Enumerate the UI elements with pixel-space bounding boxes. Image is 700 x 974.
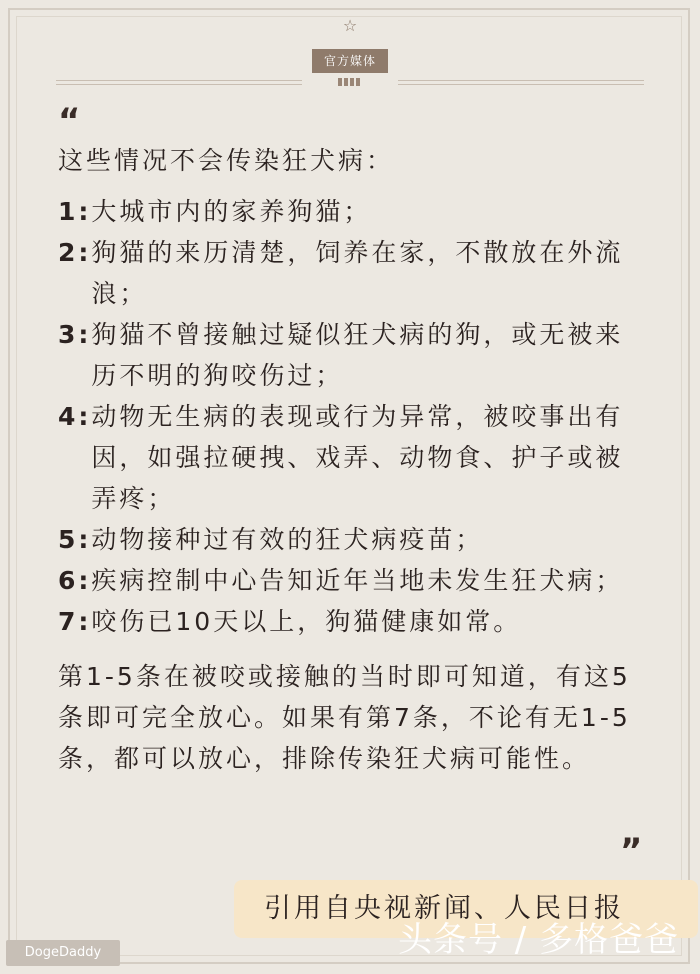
item-number: 7:	[58, 607, 92, 636]
article-content	[58, 140, 648, 779]
list-item	[58, 560, 648, 601]
header-divider-left	[56, 80, 302, 81]
header-divider-right	[398, 80, 644, 81]
item-text: 狗猫的来历清楚，饲养在家，不散放在外流浪；	[91, 238, 624, 308]
item-text: 动物无生病的表现或行为异常，被咬事出有因，如强拉硬拽、戏弄、动物食、护子或被弄疼；	[91, 402, 624, 513]
list-item	[58, 396, 648, 519]
badge-label: 官方媒体	[312, 49, 388, 73]
item-number: 4:	[58, 402, 92, 431]
header-divider-right-secondary	[398, 84, 644, 85]
condition-list	[58, 191, 648, 642]
watermark-label: DogeDaddy	[6, 940, 120, 966]
item-number: 2:	[58, 238, 92, 267]
list-item	[58, 314, 648, 396]
list-item	[58, 232, 648, 314]
list-item	[58, 191, 648, 232]
close-quote-mark: ”	[620, 831, 643, 871]
open-quote-mark: “	[58, 101, 81, 141]
item-text: 动物接种过有效的狂犬病疫苗；	[91, 525, 484, 554]
summary-paragraph: 第1-5条在被咬或接触的当时即可知道，有这5条即可完全放心。如果有第7条，不论有无1-5条，都可以放心，排除传染狂犬病可能性。	[58, 662, 631, 773]
official-media-badge	[312, 12, 388, 84]
item-text: 疾病控制中心告知近年当地未发生狂犬病；	[91, 566, 624, 595]
item-text: 狗猫不曾接触过疑似狂犬病的狗，或无被来历不明的狗咬伤过；	[91, 320, 624, 390]
item-number: 1:	[58, 197, 92, 226]
item-text: 咬伤已10天以上，狗猫健康如常。	[91, 607, 522, 636]
star-icon: ☆	[342, 16, 358, 35]
list-item	[58, 519, 648, 560]
intro-heading: 这些情况不会传染狂犬病：	[58, 146, 395, 175]
header-divider-left-secondary	[56, 84, 302, 85]
item-text: 大城市内的家养狗猫；	[91, 197, 372, 226]
badge-ornament	[338, 78, 362, 86]
item-number: 5:	[58, 525, 92, 554]
source-citation: 引用自央视新闻、人民日报	[234, 880, 698, 938]
platform-watermark: 头条号 / 多格爸爸	[398, 920, 680, 960]
item-number: 3:	[58, 320, 92, 349]
item-number: 6:	[58, 566, 92, 595]
list-item	[58, 601, 648, 642]
